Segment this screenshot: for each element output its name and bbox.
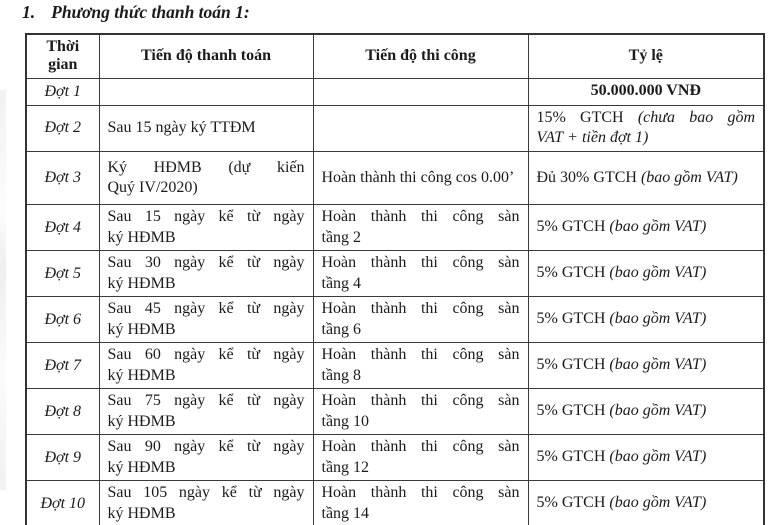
construction-progress-cell: Hoàn thành thi công sàn tầng 2: [313, 205, 528, 251]
period-cell: Đợt 6: [26, 297, 99, 343]
period-cell: Đợt 8: [26, 389, 99, 435]
rate-value: 5% GTCH: [536, 402, 606, 420]
table-row: [26, 251, 764, 297]
rate-note: (bao gồm VAT): [609, 402, 707, 420]
rate-cell: [528, 435, 764, 481]
rate-cell: [528, 205, 764, 251]
rate-value: 5% GTCH: [536, 310, 606, 328]
column-header: Thời gian: [26, 34, 99, 78]
table-row: [26, 435, 764, 481]
section-title-text: Phương thức thanh toán 1:: [51, 2, 250, 22]
construction-progress-cell: Hoàn thành thi công sàn tầng 10: [313, 389, 528, 435]
table-row: [26, 105, 764, 152]
table-row: [26, 297, 764, 343]
rate-value: 5% GTCH: [536, 448, 606, 466]
period-cell: Đợt 10: [26, 481, 99, 525]
construction-progress-cell: Hoàn thành thi công sàn tầng 8: [313, 343, 528, 389]
construction-progress-cell: Hoàn thành thi công sàn tầng 14: [313, 481, 528, 525]
rate-note: (bao gồm VAT): [609, 218, 707, 236]
payment-progress-cell: Ký HĐMB (dự kiến Quý IV/2020): [99, 152, 313, 205]
rate-cell: [528, 343, 764, 389]
table-body: [26, 78, 764, 525]
payment-progress-cell: Sau 105 ngày kể từ ngày ký HĐMB: [99, 481, 313, 525]
rate-value: 5% GTCH: [536, 218, 606, 236]
period-cell: Đợt 3: [26, 152, 99, 205]
rate-cell: [528, 297, 764, 343]
rate-note: (bao gồm VAT): [640, 168, 738, 186]
rate-value: 15% GTCH: [536, 108, 624, 126]
period-cell: Đợt 4: [26, 205, 99, 251]
table-row: [26, 152, 764, 205]
rate-value: 5% GTCH: [536, 356, 606, 374]
table-row: [26, 205, 764, 251]
payment-progress-cell: Sau 30 ngày kể từ ngày ký HĐMB: [99, 251, 313, 297]
rate-note: (bao gồm VAT): [609, 494, 707, 512]
payment-progress-cell: Sau 75 ngày kể từ ngày ký HĐMB: [99, 389, 313, 435]
construction-progress-cell: [313, 78, 528, 105]
period-cell: Đợt 2: [26, 105, 99, 152]
payment-progress-cell: [99, 78, 313, 105]
rate-cell: [528, 78, 764, 105]
rate-cell: [528, 389, 764, 435]
rate-note: (bao gồm VAT): [609, 448, 707, 466]
rate-value: Đủ 30% GTCH: [536, 168, 637, 186]
construction-progress-cell: Hoàn thành thi công sàn tầng 6: [313, 297, 528, 343]
period-cell: Đợt 5: [26, 251, 99, 297]
table-row: [26, 78, 764, 105]
rate-value: 50.000.000 VNĐ: [590, 82, 701, 100]
period-cell: Đợt 1: [26, 78, 99, 105]
construction-progress-cell: Hoàn thành thi công sàn tầng 12: [313, 435, 528, 481]
column-header: Tiến độ thi công: [313, 34, 528, 78]
rate-cell: [528, 251, 764, 297]
payment-progress-cell: Sau 15 ngày ký TTĐM: [99, 105, 313, 152]
payment-schedule-table: [25, 33, 765, 525]
scan-artifact: [0, 90, 6, 490]
column-header: Tỷ lệ: [528, 34, 764, 78]
table-row: [26, 343, 764, 389]
payment-progress-cell: Sau 15 ngày kể từ ngày ký HĐMB: [99, 205, 313, 251]
rate-note: (bao gồm VAT): [609, 264, 707, 282]
payment-progress-cell: Sau 60 ngày kể từ ngày ký HĐMB: [99, 343, 313, 389]
construction-progress-cell: Hoàn thành thi công sàn tầng 4: [313, 251, 528, 297]
section-title: [22, 2, 250, 23]
rate-value: 5% GTCH: [536, 264, 606, 282]
rate-cell: [528, 105, 764, 152]
rate-value: 5% GTCH: [536, 494, 606, 512]
rate-note: (bao gồm VAT): [609, 356, 707, 374]
payment-progress-cell: Sau 90 ngày kể từ ngày ký HĐMB: [99, 435, 313, 481]
column-header: Tiến độ thanh toán: [99, 34, 313, 78]
rate-note: (chưa bao gồm VAT + tiền đợt 1): [536, 108, 755, 147]
rate-note: (bao gồm VAT): [609, 310, 707, 328]
rate-cell: [528, 152, 764, 205]
section-number: 1.: [22, 2, 36, 22]
period-cell: Đợt 7: [26, 343, 99, 389]
period-cell: Đợt 9: [26, 435, 99, 481]
construction-progress-cell: [313, 105, 528, 152]
header-row: [26, 34, 764, 78]
payment-progress-cell: Sau 45 ngày kể từ ngày ký HĐMB: [99, 297, 313, 343]
rate-cell: [528, 481, 764, 525]
table-row: [26, 389, 764, 435]
table-row: [26, 481, 764, 525]
construction-progress-cell: Hoàn thành thi công cos 0.00’: [313, 152, 528, 205]
